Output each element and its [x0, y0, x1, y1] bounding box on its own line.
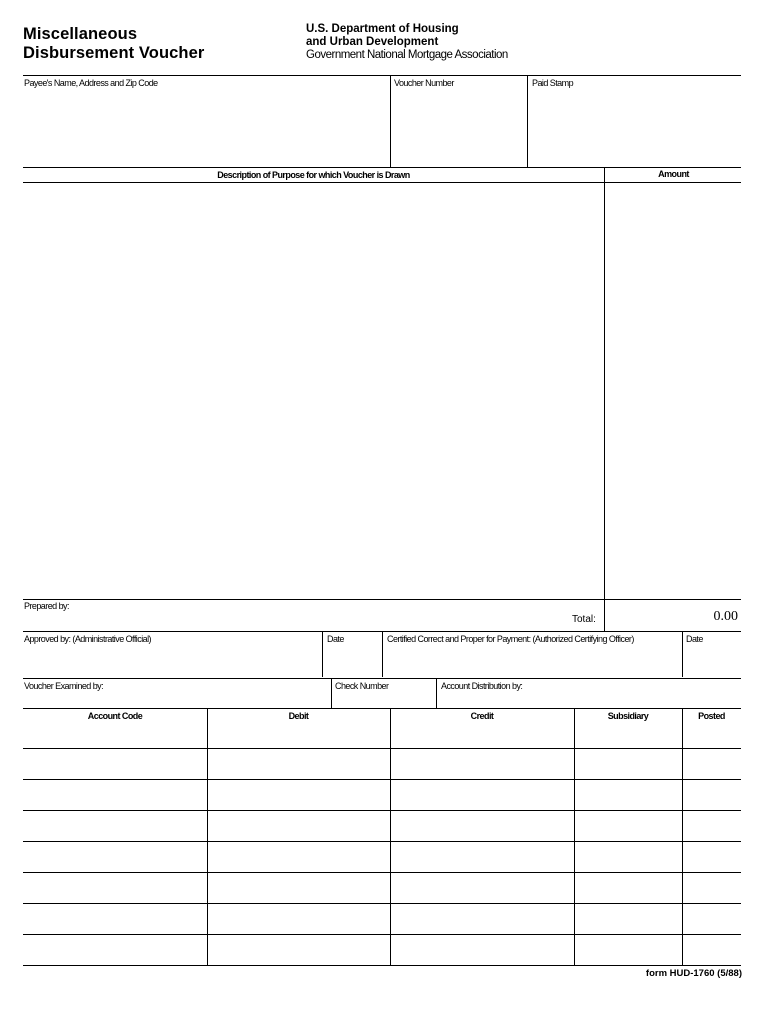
debit-cell[interactable]	[210, 751, 388, 778]
subsidiary-cell[interactable]	[577, 782, 680, 809]
examined-by-label: Voucher Examined by:	[24, 681, 104, 691]
divider-payee-voucher	[390, 75, 391, 167]
col-header-credit: Credit	[470, 711, 494, 721]
divider-prepared	[23, 599, 741, 600]
divider-top	[23, 75, 741, 76]
subsidiary-cell[interactable]	[577, 906, 680, 933]
form-title-line-2: Disbursement Voucher	[23, 44, 205, 62]
certified-label: Certified Correct and Proper for Payment: (Authorized Certifying Officer)	[387, 634, 634, 644]
account-code-cell[interactable]	[26, 844, 205, 871]
divider-examined-top	[23, 678, 741, 679]
account-code-cell[interactable]	[26, 813, 205, 840]
account-code-cell[interactable]	[26, 875, 205, 902]
subsidiary-cell[interactable]	[577, 875, 680, 902]
col-header-account-code: Account Code	[87, 711, 143, 721]
form-title-line-1: Miscellaneous	[23, 25, 138, 43]
account-distribution-field[interactable]	[439, 692, 739, 707]
posted-cell[interactable]	[685, 906, 739, 933]
examined-by-field[interactable]	[24, 692, 329, 707]
table-row-line	[23, 779, 741, 780]
subsidiary-cell[interactable]	[577, 751, 680, 778]
posted-cell[interactable]	[685, 782, 739, 809]
divider-examined-check	[331, 678, 332, 708]
form-title	[23, 25, 204, 63]
payee-label: Payee's Name, Address and Zip Code	[24, 78, 158, 88]
divider-approved-date	[322, 631, 323, 677]
credit-cell[interactable]	[393, 937, 572, 964]
table-row-line	[23, 841, 741, 842]
approved-by-label: Approved by: (Administrative Official)	[24, 634, 151, 644]
check-number-field[interactable]	[334, 692, 434, 707]
posted-cell[interactable]	[685, 875, 739, 902]
total-label: Total:	[572, 614, 596, 625]
certified-date-label: Date	[686, 634, 703, 644]
credit-cell[interactable]	[393, 813, 572, 840]
payee-field[interactable]	[24, 90, 388, 165]
table-col-divider-4	[682, 708, 683, 966]
voucher-number-label: Voucher Number	[394, 78, 454, 88]
prepared-by-field[interactable]	[24, 612, 564, 630]
posted-cell[interactable]	[685, 813, 739, 840]
debit-cell[interactable]	[210, 782, 388, 809]
col-header-debit: Debit	[288, 711, 309, 721]
approved-by-field[interactable]	[24, 646, 320, 676]
debit-cell[interactable]	[210, 844, 388, 871]
credit-cell[interactable]	[393, 906, 572, 933]
table-col-divider-1	[207, 708, 208, 966]
account-code-cell[interactable]	[26, 937, 205, 964]
agency-line-1: U.S. Department of Housing	[306, 23, 459, 35]
credit-cell[interactable]	[393, 782, 572, 809]
table-row-line	[23, 903, 741, 904]
agency-line-2: and Urban Development	[306, 36, 439, 48]
divider-table-bottom	[23, 965, 741, 966]
approved-date-field[interactable]	[325, 646, 380, 676]
debit-cell[interactable]	[210, 875, 388, 902]
account-code-cell[interactable]	[26, 782, 205, 809]
divider-description-top	[23, 167, 741, 168]
subsidiary-cell[interactable]	[577, 937, 680, 964]
divider-check-distribution	[436, 678, 437, 708]
prepared-by-label: Prepared by:	[24, 601, 69, 611]
table-row-line	[23, 748, 741, 749]
table-col-divider-2	[390, 708, 391, 966]
voucher-number-field[interactable]	[393, 90, 525, 165]
amount-label: Amount	[658, 169, 689, 179]
divider-description-header	[23, 182, 741, 183]
approved-date-label: Date	[327, 634, 344, 644]
agency-block	[306, 23, 508, 62]
posted-cell[interactable]	[685, 844, 739, 871]
credit-cell[interactable]	[393, 844, 572, 871]
posted-cell[interactable]	[685, 751, 739, 778]
account-distribution-label: Account Distribution by:	[441, 681, 523, 691]
credit-cell[interactable]	[393, 751, 572, 778]
divider-voucher-stamp	[527, 75, 528, 167]
subsidiary-cell[interactable]	[577, 844, 680, 871]
divider-description-amount	[604, 167, 605, 632]
debit-cell[interactable]	[210, 906, 388, 933]
agency-line-3: Government National Mortgage Association	[306, 49, 508, 61]
subsidiary-cell[interactable]	[577, 813, 680, 840]
divider-date-certified	[382, 631, 383, 677]
certified-date-field[interactable]	[685, 646, 740, 676]
table-row-line	[23, 934, 741, 935]
account-code-cell[interactable]	[26, 751, 205, 778]
paid-stamp-label: Paid Stamp	[532, 78, 574, 88]
certified-field[interactable]	[385, 646, 680, 676]
description-label: Description of Purpose for which Voucher is Drawn	[217, 170, 410, 180]
form-number: form HUD-1760 (5/88)	[645, 968, 742, 979]
debit-cell[interactable]	[210, 937, 388, 964]
account-code-cell[interactable]	[26, 906, 205, 933]
posted-cell[interactable]	[685, 937, 739, 964]
divider-table-top	[23, 708, 741, 709]
table-row-line	[23, 810, 741, 811]
col-header-posted: Posted	[698, 711, 725, 721]
check-number-label: Check Number	[335, 681, 389, 691]
description-field[interactable]	[24, 186, 602, 596]
amount-field[interactable]	[608, 186, 740, 596]
divider-certified-date	[682, 631, 683, 677]
credit-cell[interactable]	[393, 875, 572, 902]
total-value[interactable]: 0.00	[713, 609, 738, 624]
col-header-subsidiary: Subsidiary	[607, 711, 649, 721]
debit-cell[interactable]	[210, 813, 388, 840]
paid-stamp-area	[530, 90, 740, 165]
table-col-divider-3	[574, 708, 575, 966]
table-row-line	[23, 872, 741, 873]
